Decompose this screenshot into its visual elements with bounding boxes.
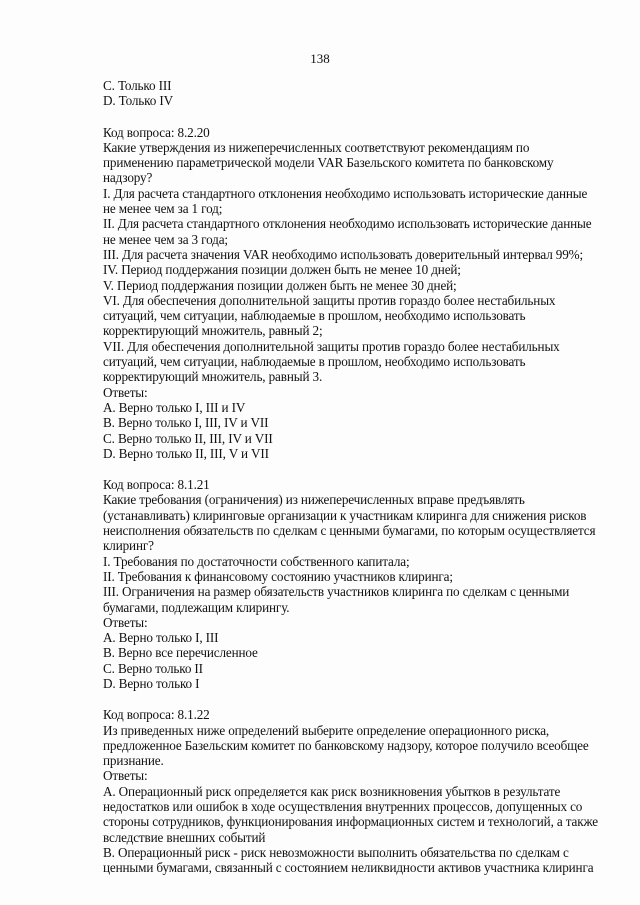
question-code: Код вопроса: 8.1.21 — [103, 477, 210, 493]
question-line: не менее чем за 3 года; — [103, 231, 228, 247]
question-line: II. Для расчета стандартного отклонения необходимо использовать исторические данные — [103, 216, 592, 232]
question-line: корректирующий множитель, равный 2; — [103, 323, 323, 339]
question-line: ситуаций, чем ситуации, наблюдаемые в прошлом, необходимо использовать — [103, 354, 526, 370]
answer-line: ценными бумагами, связанный с состоянием неликвидности активов участника клиринга — [103, 860, 594, 876]
answer-line: C. Верно только II, III, IV и VII — [103, 430, 273, 446]
answers-label: Ответы: — [103, 768, 148, 784]
question-line: I. Для расчета стандартного отклонения необходимо использовать исторические данные — [103, 185, 588, 201]
question-line: не менее чем за 1 год; — [103, 201, 223, 217]
question-line: Какие утверждения из нижеперечисленных соответствуют рекомендациям по — [103, 139, 530, 155]
answer-line: недостатков или ошибок в ходе осуществления внутренних процессов, допущенных со — [103, 799, 583, 815]
answer-line: C. Только III — [103, 78, 172, 93]
answer-line: B. Операционный риск - риск невозможности выполнить обязательства по сделкам с — [103, 844, 569, 860]
answer-line: A. Верно только I, III — [103, 630, 219, 646]
answer-line: B. Верно только I, III, IV и VII — [103, 415, 269, 431]
question-line: II. Требования к финансовому состоянию участников клиринга; — [103, 568, 453, 584]
answer-line: A. Верно только I, III и IV — [103, 399, 246, 415]
question-code: Код вопроса: 8.2.20 — [103, 124, 210, 140]
question-line: Из приведенных ниже определений выберите определение операционного риска, — [103, 722, 550, 738]
answers-label: Ответы: — [103, 384, 148, 400]
question-line: признание. — [103, 753, 164, 769]
answer-line: D. Только IV — [103, 93, 173, 109]
answers-label: Ответы: — [103, 614, 148, 630]
question-line: V. Период поддержания позиции должен быть не менее 30 дней; — [103, 277, 457, 293]
answer-line: D. Верно только II, III, V и VII — [103, 445, 269, 461]
page-content — [103, 78, 608, 876]
question-line: клиринг? — [103, 538, 154, 554]
question-code: Код вопроса: 8.1.22 — [103, 707, 210, 723]
question-line: VI. Для обеспечения дополнительной защиты против гораздо более нестабильных — [103, 292, 556, 308]
question-line: I. Требования по достаточности собственного капитала; — [103, 553, 410, 569]
answer-line: D. Верно только I — [103, 675, 200, 691]
question-line: бумагами, подлежащим клирингу. — [103, 599, 290, 615]
question-line: корректирующий множитель, равный 3. — [103, 369, 323, 385]
answer-line: B. Верно все перечисленное — [103, 645, 258, 661]
question-line: VII. Для обеспечения дополнительной защиты против гораздо более нестабильных — [103, 338, 560, 354]
question-line: ситуаций, чем ситуации, наблюдаемые в прошлом, необходимо использовать — [103, 308, 526, 324]
question-line: III. Для расчета значения VAR необходимо использовать доверительный интервал 99%; — [103, 246, 584, 262]
page-number: 138 — [310, 51, 330, 66]
question-line: (устанавливать) клиринговые организации к участникам клиринга для снижения рисков — [103, 507, 587, 523]
answer-line: A. Операционный риск определяется как риск возникновения убытков в результате — [103, 783, 561, 799]
question-line: IV. Период поддержания позиции должен быть не менее 10 дней; — [103, 262, 461, 278]
answer-line: C. Верно только II — [103, 660, 203, 676]
answer-line: стороны сотрудников, функционирования информационных систем и технологий, а также — [103, 814, 598, 830]
question-line: Какие требования (ограничения) из нижеперечисленных вправе предъявлять — [103, 492, 525, 508]
question-line: надзору? — [103, 170, 153, 186]
answer-line: вследствие внешних событий — [103, 829, 266, 845]
question-line: III. Ограничения на размер обязательств участников клиринга по сделкам с ценными — [103, 584, 570, 600]
question-line: предложенное Базельским комитет по банковскому надзору, которое получило всеобщее — [103, 737, 589, 753]
question-line: применению параметрической модели VAR Базельского комитета по банковскому — [103, 155, 554, 171]
question-line: неисполнения обязательств по сделкам с ценными бумагами, по которым осуществляется — [103, 523, 596, 539]
